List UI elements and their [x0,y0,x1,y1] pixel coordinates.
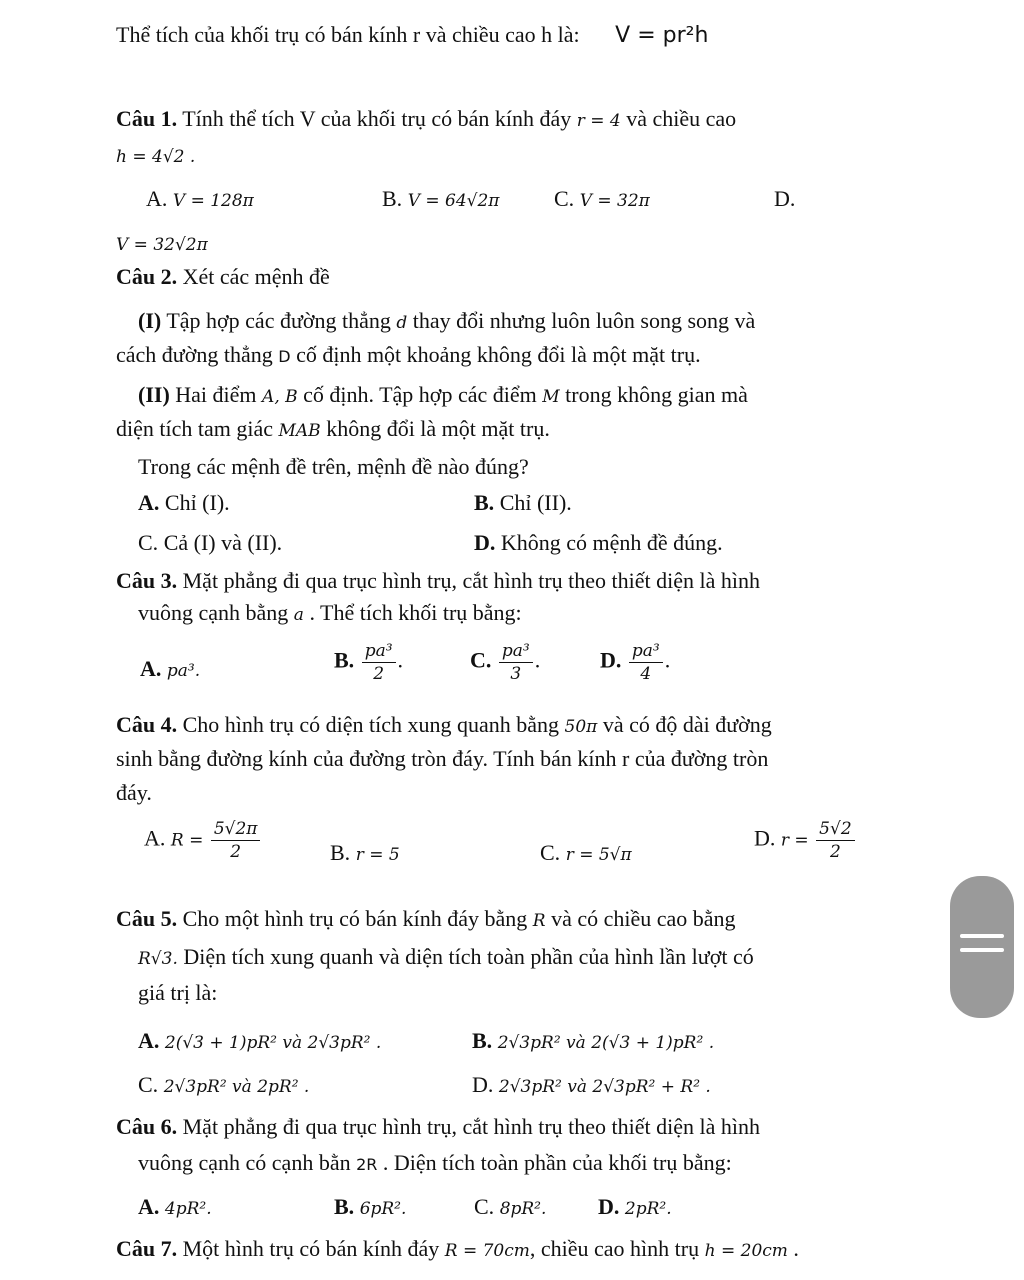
q2-statement-1: (I) Tập hợp các đường thẳng d thay đổi nhưng luôn luôn song song và [138,308,756,333]
q3-line1: Câu 3. Mặt phẳng đi qua trục hình trụ, cắt hình trụ theo thiết diện là hình [116,568,760,593]
q2-statement-2b: diện tích tam giác MAB không đổi là một mặt trụ. [116,416,550,441]
intro-line [116,20,708,51]
q2-line1: Câu 2. Xét các mệnh đề [116,264,330,289]
q3-option-d: D. $\frac{\text{pa³}}{4}$ . [600,641,671,684]
q4-option-d: D. r = $\frac{5√2}{2}$ [754,818,857,863]
drag-grip-icon [960,948,1004,952]
q7-line1: Câu 7. Một hình trụ có bán kính đáy R = 70cm, chiều cao hình trụ h = 20cm . [116,1236,799,1261]
q5-option-d: D. 2√3pR² và 2√3pR² + R² . [472,1072,711,1097]
q4-line2: sinh bằng đường kính của đường tròn đáy. Tính bán kính r của đường tròn [116,746,769,771]
drag-grip-icon [960,934,1004,938]
intro-formula: V = pr²h [615,23,709,48]
q6-option-c: C. 8pR². [474,1194,547,1219]
q5-line1: Câu 5. Cho một hình trụ có bán kính đáy bằng R và có chiều cao bằng [116,906,736,931]
q1-cond: r = 4 [576,111,621,131]
q1-label: Câu 1. [116,106,178,131]
q2-option-a: A. Chỉ (I). [138,490,230,515]
q5-option-b: B. 2√3pR² và 2(√3 + 1)pR² . [472,1028,715,1053]
q4-line1: Câu 4. Cho hình trụ có diện tích xung quanh bằng 50π và có độ dài đường [116,712,772,737]
q5-line3: giá trị là: [138,980,218,1005]
q4-option-b: B. r = 5 [330,840,400,865]
q2-statement-2: (II) Hai điểm A, B cố định. Tập hợp các điểm M trong không gian mà [138,382,748,407]
q4-option-c: C. r = 5√π [540,840,632,865]
q1-text: Tính thể tích V của khối trụ có bán kính đáy [182,106,572,131]
q6-line2: vuông cạnh có cạnh bằn 2R . Diện tích toàn phần của khối trụ bằng: [138,1150,732,1175]
q1-option-d: D. [774,186,796,211]
q6-line1: Câu 6. Mặt phẳng đi qua trục hình trụ, cắt hình trụ theo thiết diện là hình [116,1114,760,1139]
q4-line3: đáy. [116,780,152,805]
q3-option-b: B. $\frac{\text{pa³}}{2}$ . [334,641,404,684]
q5-option-a: A. 2(√3 + 1)pR² và 2√3pR² . [138,1028,382,1053]
q1-text2: và chiều cao [626,106,737,131]
q1-option-a: A. V = 128π [146,186,254,211]
q6-option-b: B. 6pR². [334,1194,407,1219]
q1-option-c: C. V = 32π [554,186,650,211]
scroll-handle[interactable] [950,876,1014,1018]
q5-option-c: C. 2√3pR² và 2pR² . [138,1072,310,1097]
intro-text: Thể tích của khối trụ có bán kính r và chiều cao h là: [116,22,580,47]
q1-option-d-value: V = 32√2π [116,235,208,255]
q6-option-d: D. 2pR². [598,1194,672,1219]
q3-line2: vuông cạnh bằng a . Thể tích khối trụ bằng: [138,600,522,625]
q2-statement-1b: cách đường thẳng D cố định một khoảng không đổi là một mặt trụ. [116,342,701,367]
q2-option-d: D. Không có mệnh đề đúng. [474,530,723,555]
q1-option-b: B. V = 64√2π [382,186,500,211]
q3-option-a: A. pa³. [140,656,201,681]
q3-option-c: C. $\frac{\text{pa³}}{3}$ . [470,641,541,684]
q1-h: h = 4√2 . [116,147,196,167]
q2-option-c: C. Cả (I) và (II). [138,530,283,555]
q1-line1 [116,104,736,136]
q2-option-b: B. Chỉ (II). [474,490,572,515]
q5-line2: R√3. Diện tích xung quanh và diện tích toàn phần của hình lần lượt có [138,944,754,969]
q4-option-a: A. R = $\frac{5√2\pi}{2}$ [144,818,262,863]
q6-option-a: A. 4pR². [138,1194,212,1219]
q2-ask: Trong các mệnh đề trên, mệnh đề nào đúng? [138,454,529,479]
